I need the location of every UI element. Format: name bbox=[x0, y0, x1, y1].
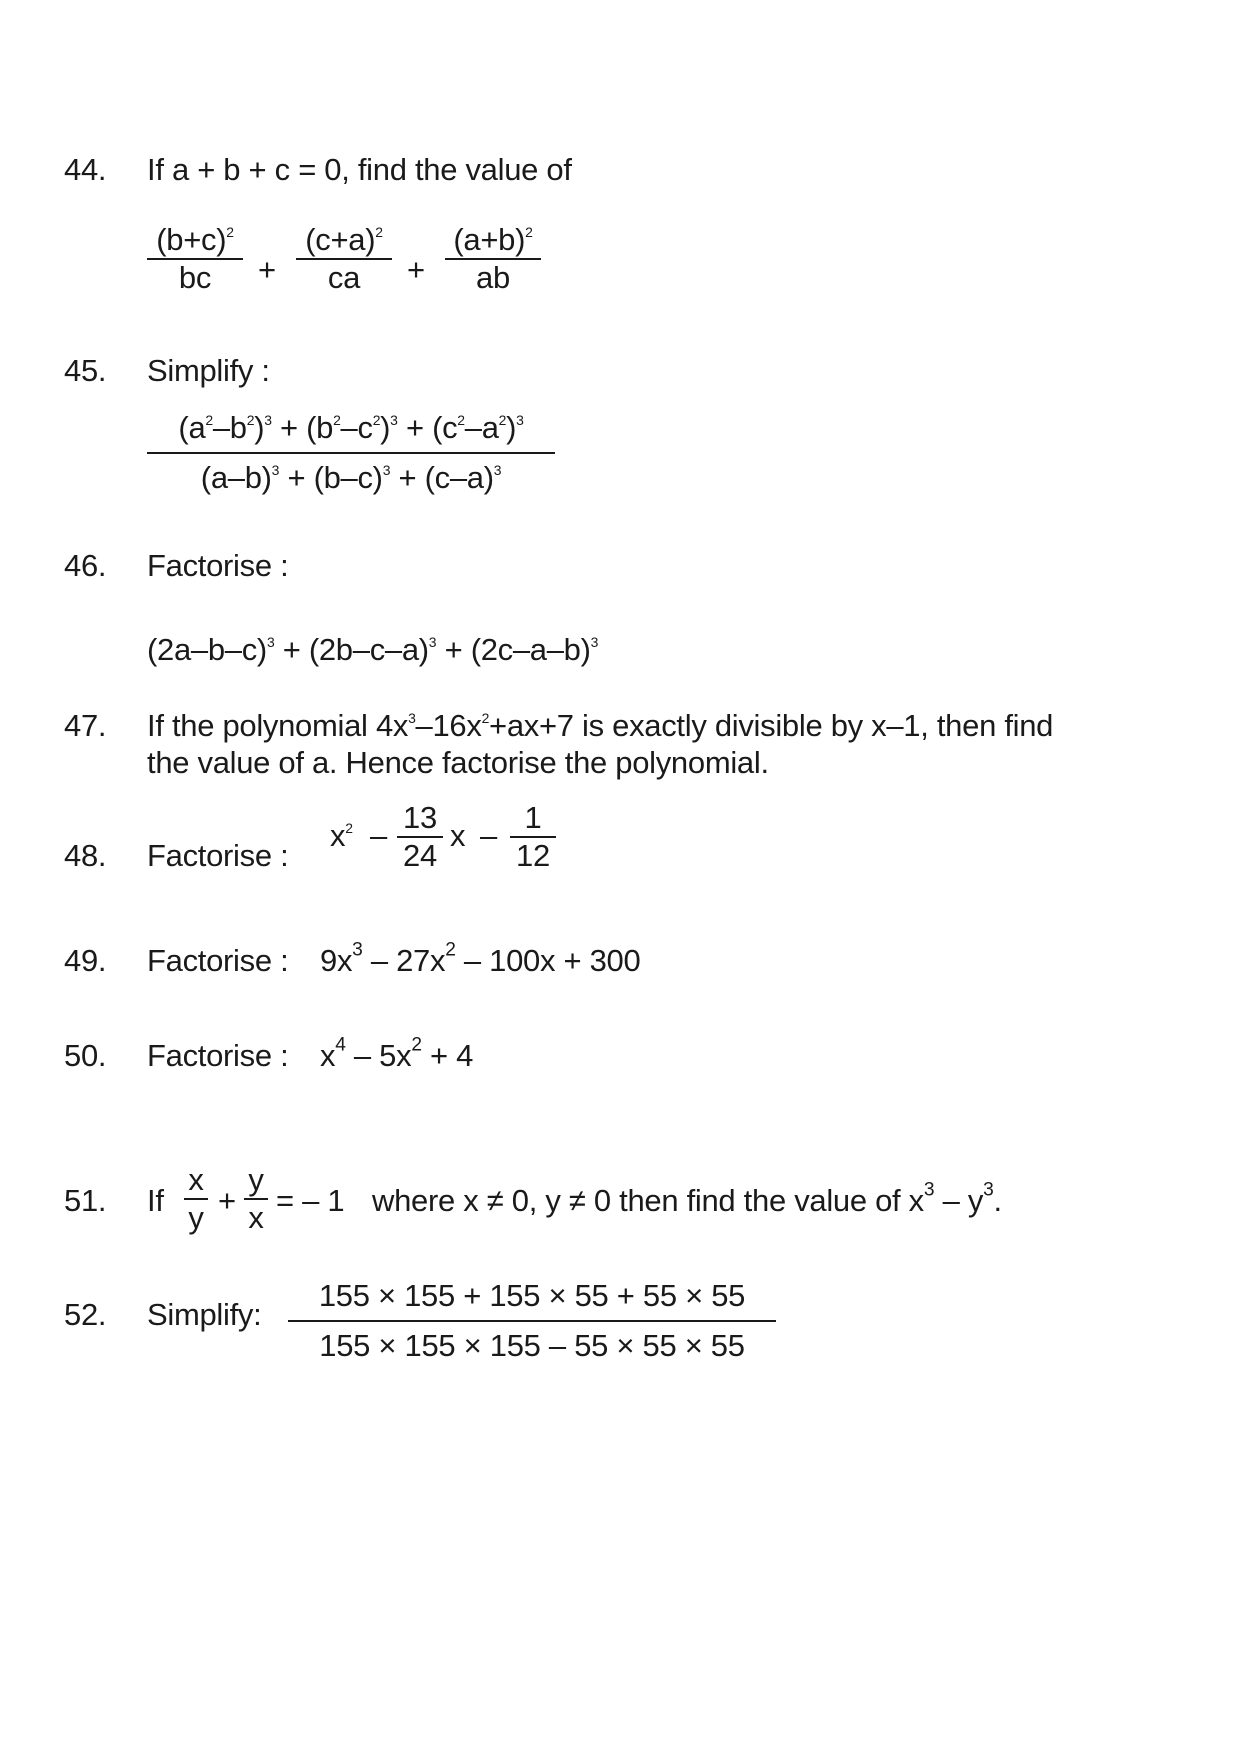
fraction-ab bbox=[445, 222, 541, 296]
numerator: y bbox=[248, 1162, 264, 1197]
question-text-line-1: If the polynomial $4x^3-16x^2+ax+7$ is exactly divisible by x–1, then find bbox=[147, 708, 1054, 743]
fraction-bc bbox=[147, 222, 243, 296]
numerator: 13 bbox=[403, 800, 437, 835]
numerator: $(a^2-b^2)^3 + (b^2-c^2)^3 + (c^2-a^2)^3$ bbox=[178, 410, 524, 445]
plus-operator: + bbox=[218, 1183, 236, 1218]
minus-operator: – bbox=[480, 818, 497, 853]
question-number: 50. bbox=[64, 1038, 107, 1073]
expression: $(2a-b-c)^3 + (2b-c-a)^3 + (2c-a-b)^3$ bbox=[147, 632, 599, 667]
question-number: 51. bbox=[64, 1183, 107, 1218]
question-text: Factorise : bbox=[147, 548, 289, 583]
denominator: bc bbox=[178, 260, 212, 295]
question-number: 52. bbox=[64, 1297, 107, 1332]
denominator: 155 × 155 × 155 – 55 × 55 × 55 bbox=[319, 1328, 745, 1363]
fraction-ca bbox=[296, 222, 392, 296]
denominator: y bbox=[188, 1200, 204, 1235]
plus-operator: + bbox=[258, 252, 276, 287]
fraction-1-12 bbox=[510, 800, 556, 874]
question-text: where x ≠ 0, y ≠ 0 then find the value of $x^3 - y^3$. bbox=[372, 1179, 1002, 1218]
variable-x: x bbox=[450, 818, 466, 853]
fraction-y-x bbox=[244, 1162, 268, 1236]
question-text: Simplify : bbox=[147, 353, 270, 388]
numerator: x bbox=[188, 1162, 204, 1197]
expression: $x^4 - 5x^2 + 4$ bbox=[320, 1034, 474, 1073]
numerator: 155 × 155 + 155 × 55 + 55 × 55 bbox=[318, 1278, 746, 1313]
fraction-13-24 bbox=[397, 800, 443, 874]
denominator: x bbox=[248, 1200, 264, 1235]
denominator: ca bbox=[327, 260, 361, 295]
expression: $9x^3 - 27x^2 - 100x + 300$ bbox=[320, 939, 641, 978]
numerator: $(a+b)^2$ bbox=[453, 222, 533, 257]
question-number: 46. bbox=[64, 548, 107, 583]
numerator: $(b+c)^2$ bbox=[156, 222, 234, 257]
question-text: Factorise : bbox=[147, 838, 289, 873]
variable-x: $x^2$ bbox=[330, 818, 353, 853]
question-number: 47. bbox=[64, 708, 107, 743]
denominator: $(a-b)^3 + (b-c)^3 + (c-a)^3$ bbox=[200, 460, 502, 495]
fraction-simplify bbox=[147, 410, 555, 496]
if-label: If bbox=[147, 1183, 164, 1218]
numerator: 1 bbox=[524, 800, 542, 835]
denominator: 24 bbox=[403, 838, 437, 873]
numerator: $(c+a)^2$ bbox=[305, 222, 383, 257]
question-text: Simplify: bbox=[147, 1297, 262, 1332]
question-text: Factorise : bbox=[147, 1038, 289, 1073]
question-number: 44. bbox=[64, 152, 107, 187]
question-text: Factorise : bbox=[147, 943, 289, 978]
minus-operator: – bbox=[370, 818, 387, 853]
question-number: 49. bbox=[64, 943, 107, 978]
fraction-simplify bbox=[288, 1278, 776, 1364]
fraction-x-y bbox=[184, 1162, 208, 1236]
question-number: 48. bbox=[64, 838, 107, 873]
equation-rhs: = – 1 bbox=[276, 1183, 345, 1218]
question-text-line-2: the value of a. Hence factorise the polynomial. bbox=[147, 745, 769, 780]
plus-operator: + bbox=[407, 252, 425, 287]
question-number: 45. bbox=[64, 353, 107, 388]
denominator: ab bbox=[476, 260, 510, 295]
denominator: 12 bbox=[516, 838, 550, 873]
question-text: If a + b + c = 0, find the value of bbox=[147, 152, 572, 187]
